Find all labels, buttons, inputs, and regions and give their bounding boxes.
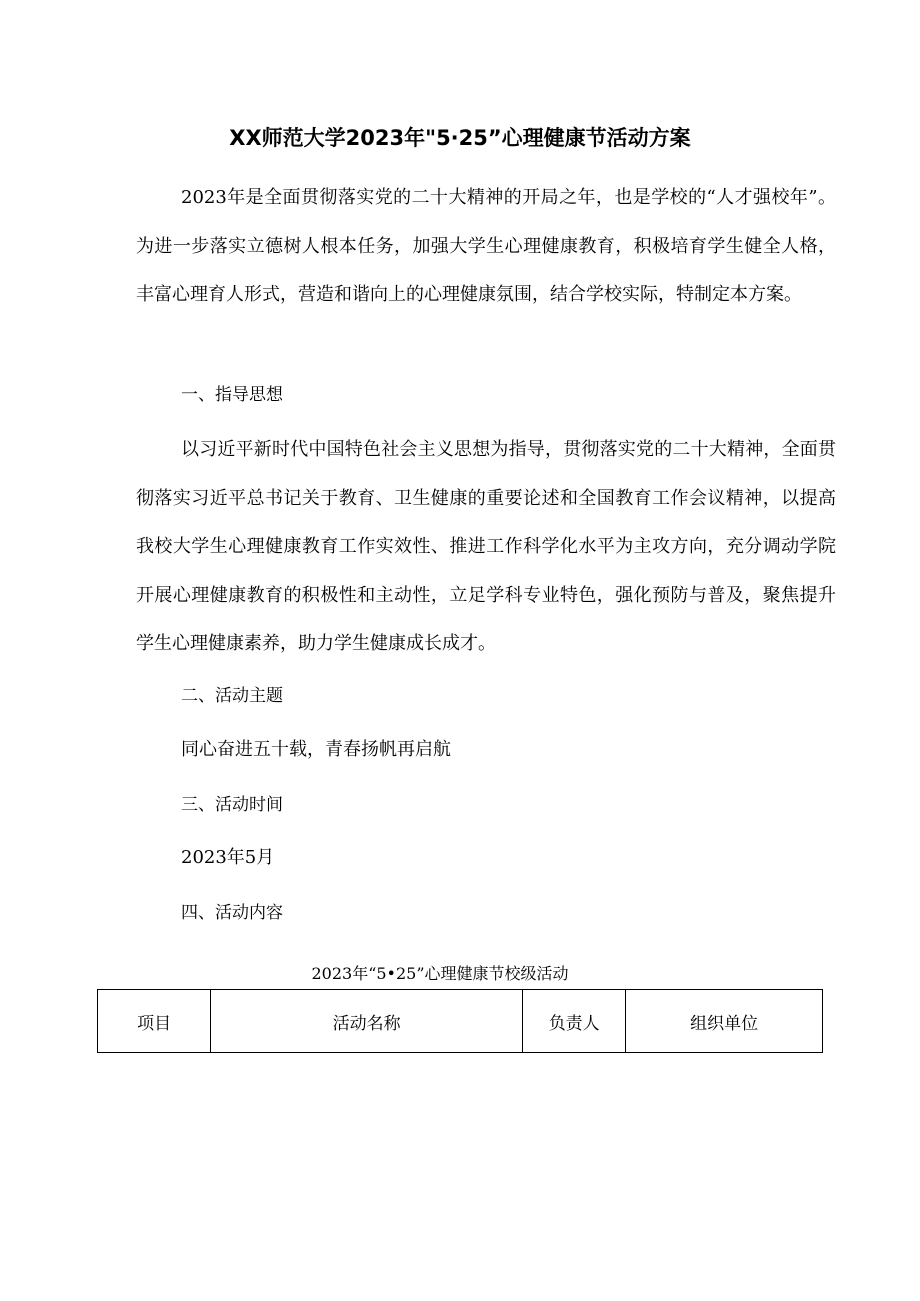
section-heading-guiding-ideology: 一、指导思想	[181, 385, 283, 405]
document-title: XX师范大学2023年"5·25”心理健康节活动方案	[229, 126, 691, 150]
section-heading-theme: 二、活动主题	[181, 686, 283, 706]
table-header-activity-name: 活动名称	[211, 990, 523, 1053]
activity-theme-text: 同心奋进五十载，青春扬帆再启航	[181, 739, 451, 760]
guiding-ideology-paragraph: 以习近平新时代中国特色社会主义思想为指导，贯彻落实党的二十大精神，全面贯彻落实习近平总书记关于教育、卫生健康的重要论述和全国教育工作会议精神，以提高我校大学生心理健康教育工作实效性、推进工作科学化水平为主攻方向，充分调动学院开展心理健康教育的积极性和主动性，立足学科专业特色，强化预防与普及，聚焦提升学生心理健康素养，助力学生健康成长成才。	[136, 439, 836, 654]
activity-time-text: 2023年5月	[181, 847, 275, 868]
table-header-row	[98, 990, 823, 1053]
section-heading-content: 四、活动内容	[181, 903, 283, 923]
section-heading-time: 三、活动时间	[181, 795, 283, 815]
activities-table	[97, 989, 823, 1053]
intro-paragraph: 2023年是全面贯彻落实党的二十大精神的开局之年，也是学校的“人才强校年”。为进一步落实立德树人根本任务，加强大学生心理健康教育，积极培育学生健全人格，丰富心理育人形式，营造和谐向上的心理健康氛围，结合学校实际，特制定本方案。	[136, 187, 836, 305]
table-header-organizer: 组织单位	[626, 990, 823, 1053]
table-caption: 2023年“5•25”心理健康节校级活动	[311, 964, 569, 983]
table-header-item: 项目	[98, 990, 211, 1053]
table-header-person-in-charge: 负责人	[523, 990, 626, 1053]
